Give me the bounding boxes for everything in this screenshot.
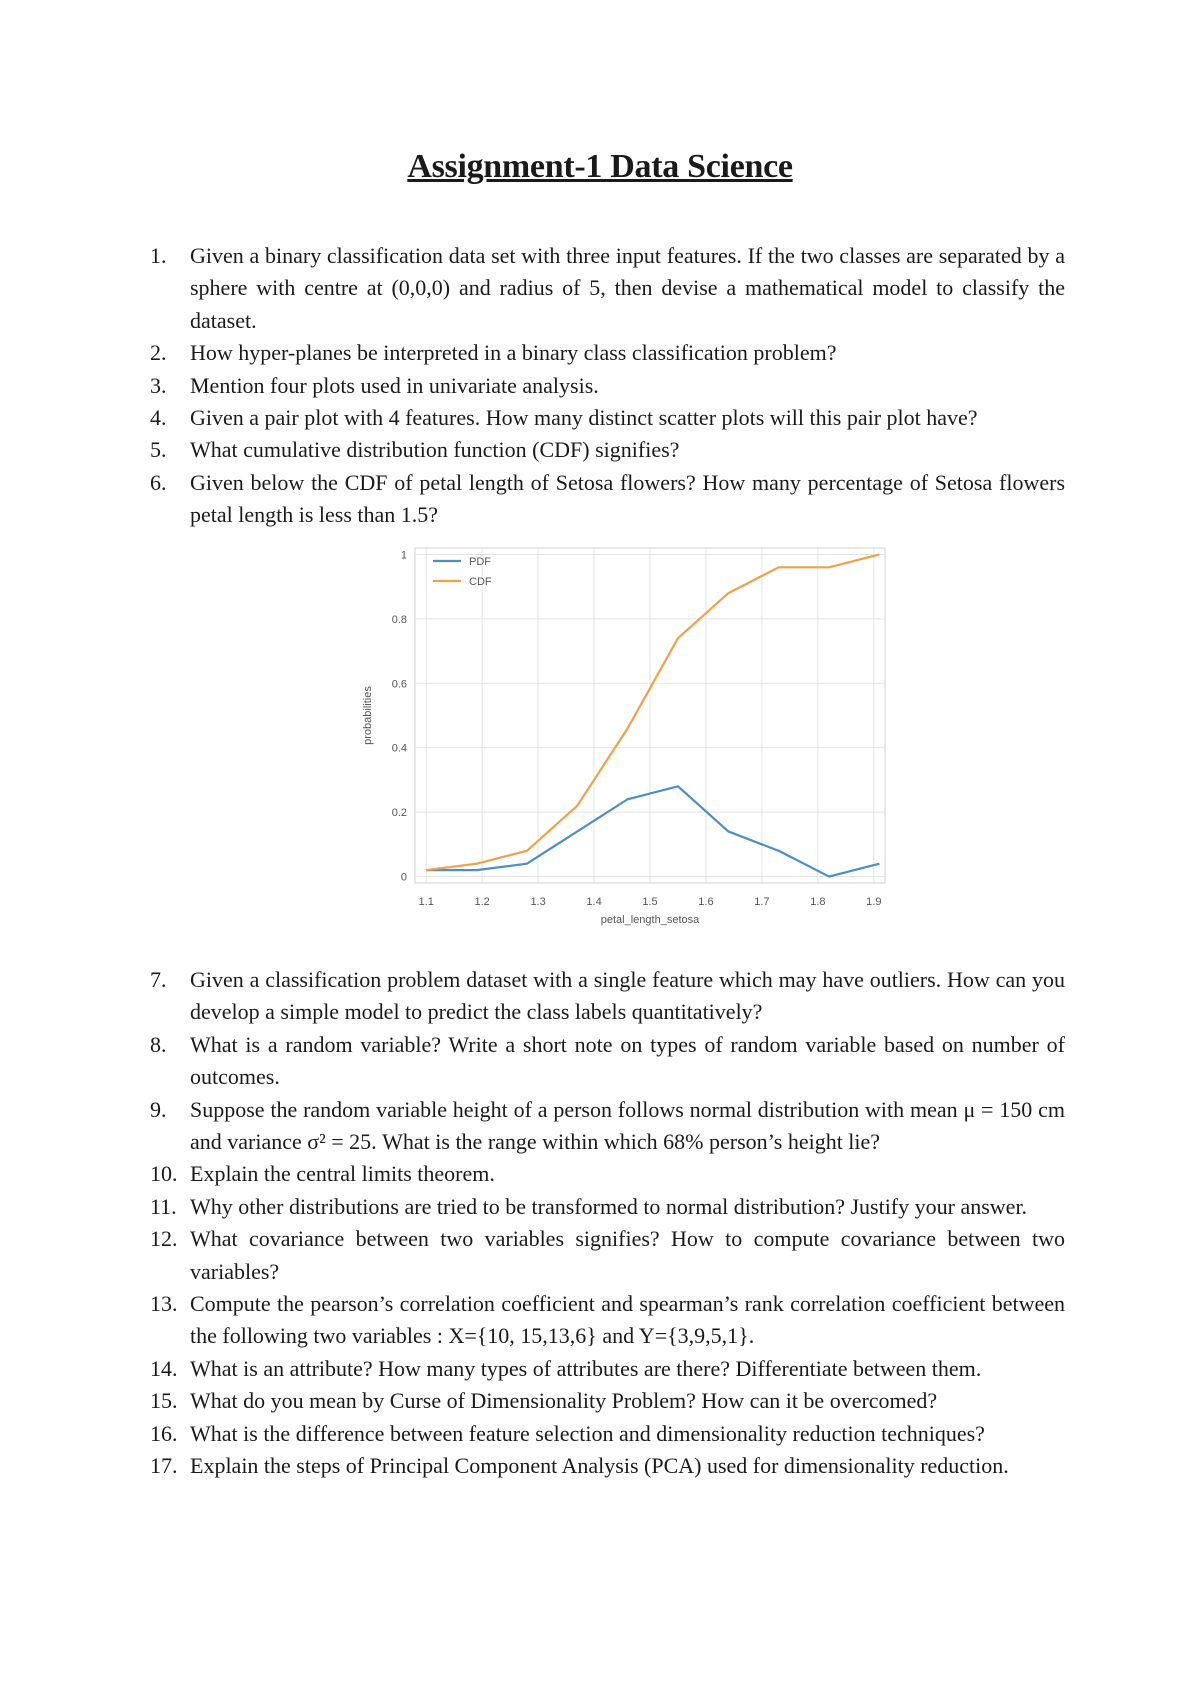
question-number: 2. bbox=[150, 340, 167, 366]
question-number: 13. bbox=[150, 1291, 178, 1317]
question-item bbox=[150, 467, 1065, 532]
question-item bbox=[150, 1158, 1065, 1190]
question-item bbox=[150, 1385, 1065, 1417]
question-text: Suppose the random variable height of a person follows normal distribution with mean μ = 150 cm and variance σ² = 25. What is the range within which 68% person’s height lie? bbox=[190, 1096, 1065, 1155]
y-tick-label: 0.8 bbox=[391, 613, 407, 626]
question-item bbox=[150, 1288, 1065, 1353]
question-text: What is an attribute? How many types of attributes are there? Differentiate between them. bbox=[190, 1355, 982, 1381]
question-number: 1. bbox=[150, 243, 167, 268]
x-tick-label: 1.3 bbox=[530, 896, 546, 908]
question-item bbox=[150, 1450, 1065, 1482]
question-item bbox=[150, 1418, 1065, 1450]
question-number: 16. bbox=[150, 1420, 178, 1446]
cdf-pdf-chart bbox=[355, 540, 915, 960]
question-text: What do you mean by Curse of Dimensionality Problem? How can it be overcomed? bbox=[190, 1388, 938, 1414]
question-number: 3. bbox=[150, 372, 167, 398]
question-text: Mention four plots used in univariate analysis. bbox=[190, 372, 599, 398]
question-number: 8. bbox=[150, 1031, 167, 1057]
question-item bbox=[150, 1353, 1065, 1385]
page-title: Assignment-1 Data Science bbox=[407, 148, 793, 185]
question-text: What is the difference between feature selection and dimensionality reduction techniques? bbox=[190, 1420, 985, 1446]
question-list-part-2 bbox=[150, 964, 1065, 1483]
question-item bbox=[150, 240, 1065, 337]
question-item bbox=[150, 434, 1065, 466]
question-item bbox=[150, 1094, 1065, 1159]
question-text: Why other distributions are tried to be transformed to normal distribution? Justify your answer. bbox=[190, 1193, 1028, 1219]
x-tick-label: 1.4 bbox=[586, 896, 602, 908]
question-item bbox=[150, 337, 1065, 369]
x-tick-label: 1.9 bbox=[866, 896, 882, 908]
x-tick-label: 1.5 bbox=[642, 896, 658, 908]
question-text: Given a binary classification data set with three input features. If the two classes are separated by a sphere with centre at (0,0,0) and radius of 5, then devise a mathematical model to classify the dataset. bbox=[190, 243, 1065, 333]
question-item bbox=[150, 402, 1065, 434]
question-text: Explain the steps of Principal Component Analysis (PCA) used for dimensionality reduction. bbox=[190, 1453, 1009, 1479]
question-number: 11. bbox=[150, 1193, 177, 1219]
question-number: 4. bbox=[150, 405, 167, 431]
question-text: What cumulative distribution function (CDF) signifies? bbox=[190, 437, 680, 463]
question-number: 5. bbox=[150, 437, 167, 463]
question-number: 17. bbox=[150, 1453, 178, 1479]
x-tick-label: 1.7 bbox=[754, 896, 770, 908]
question-text: How hyper-planes be interpreted in a binary class classification problem? bbox=[190, 340, 837, 366]
x-tick-label: 1.6 bbox=[698, 896, 714, 908]
y-tick-label: 1 bbox=[400, 549, 407, 562]
x-tick-label: 1.8 bbox=[810, 896, 826, 908]
question-text: Explain the central limits theorem. bbox=[190, 1161, 495, 1187]
y-axis-label: probabilities bbox=[362, 686, 374, 745]
question-text: Given below the CDF of petal length of Setosa flowers? How many percentage of Setosa flowers petal length is less than 1.5? bbox=[190, 469, 1065, 528]
question-number: 12. bbox=[150, 1226, 178, 1252]
legend-label-pdf: PDF bbox=[469, 556, 491, 568]
question-item bbox=[150, 370, 1065, 402]
x-axis-label: petal_length_setosa bbox=[600, 914, 700, 926]
question-text: Given a pair plot with 4 features. How many distinct scatter plots will this pair plot have? bbox=[190, 405, 978, 431]
question-number: 9. bbox=[150, 1096, 167, 1122]
question-number: 10. bbox=[150, 1161, 178, 1187]
question-item bbox=[150, 1223, 1065, 1288]
legend-label-cdf: CDF bbox=[469, 576, 492, 588]
question-number: 7. bbox=[150, 967, 167, 992]
question-text: Compute the pearson’s correlation coefficient and spearman’s rank correlation coefficient between the following two variables : X={10, 15,13,6} and Y={3,9,5,1}. bbox=[190, 1291, 1065, 1349]
question-text: What is a random variable? Write a short note on types of random variable based on number of outcomes. bbox=[190, 1031, 1065, 1090]
question-item bbox=[150, 1191, 1065, 1223]
question-number: 15. bbox=[150, 1388, 178, 1414]
question-text: What covariance between two variables signifies? How to compute covariance between two variables? bbox=[190, 1226, 1065, 1284]
question-number: 6. bbox=[150, 469, 167, 495]
x-tick-label: 1.2 bbox=[474, 896, 490, 908]
y-tick-label: 0.2 bbox=[391, 807, 407, 820]
question-text: Given a classification problem dataset with a single feature which may have outliers. How can you develop a simple model to predict the class labels quantitatively? bbox=[190, 967, 1065, 1025]
question-list-part-1 bbox=[150, 240, 1065, 532]
y-tick-label: 0.6 bbox=[391, 678, 407, 691]
y-tick-label: 0.4 bbox=[391, 742, 407, 755]
x-tick-label: 1.1 bbox=[418, 896, 434, 908]
question-item bbox=[150, 1029, 1065, 1094]
question-item bbox=[150, 964, 1065, 1029]
y-tick-label: 0 bbox=[400, 871, 407, 884]
question-number: 14. bbox=[150, 1355, 178, 1381]
